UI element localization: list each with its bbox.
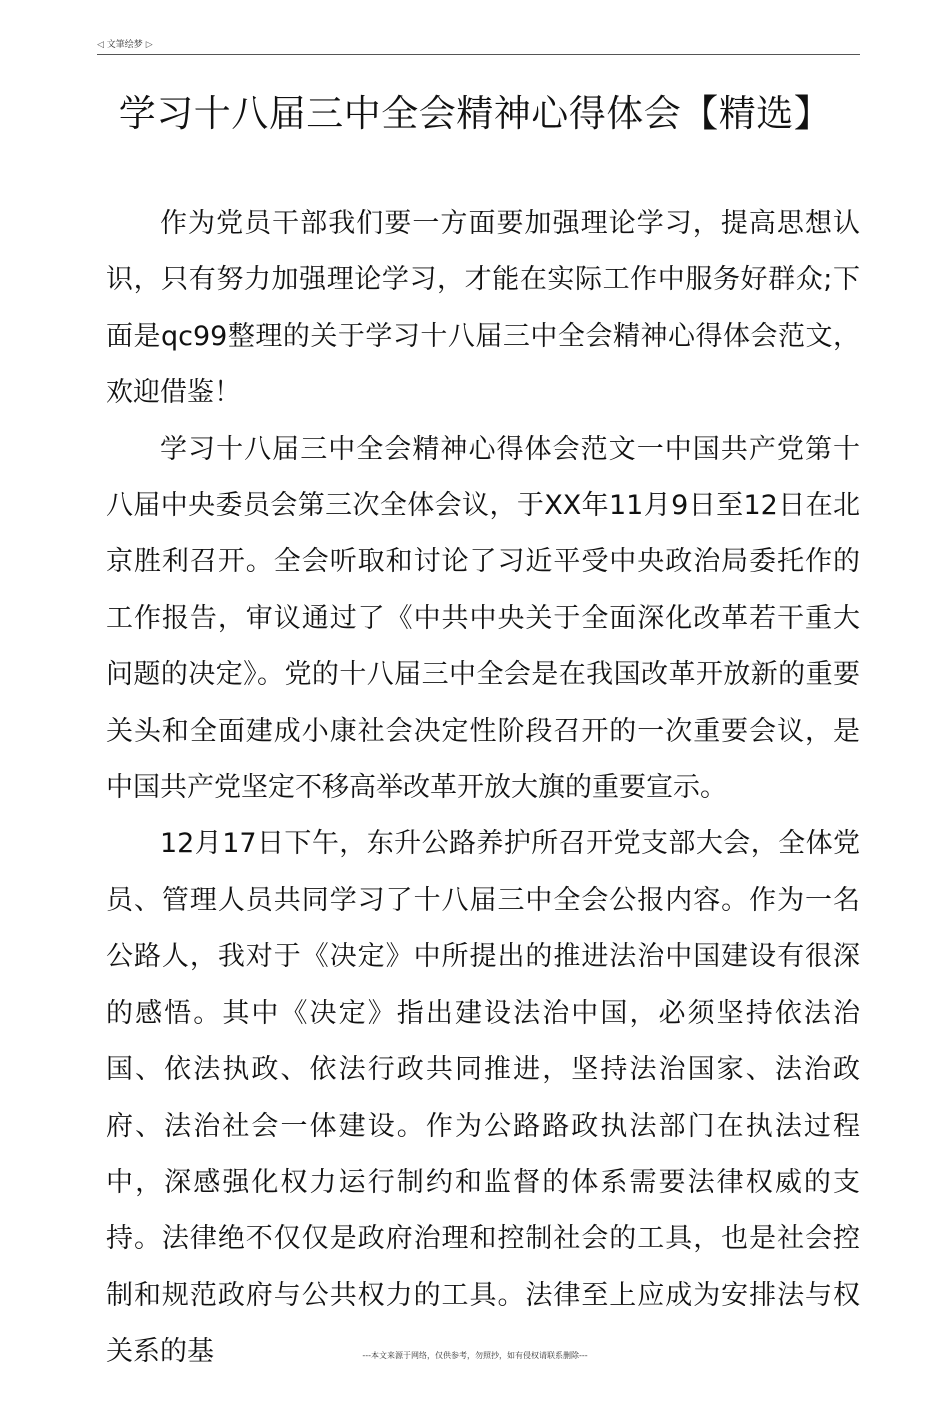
document-title: 学习十八届三中全会精神心得体会【精选】 [118, 92, 832, 135]
page-header [97, 38, 860, 55]
header-label: 文筆绘梦 [106, 40, 143, 50]
paragraph-reflection: 12月17日下午，东升公路养护所召开党支部大会，全体党员、管理人员共同学习了十八届三中全会公报内容。作为一名公路人，我对于《决定》中所提出的推进法治中国建设有很深的感悟。其中《决定》指出建设法治中国，必须坚持依法治国、依法执政、依法行政共同推进，坚持法治国家、法治政府、法治社会一体建设。作为公路路政执法部门在执法过程中，深感强化权力运行制约和监督的体系需要法律权威的支持。法律绝不仅仅是政府治理和控制社会的工具，也是社会控制和规范政府与公共权力的工具。法律至上应成为安排法与权关系的基 [106, 828, 860, 1368]
right-arrow-icon: ▷ [145, 40, 153, 50]
left-arrow-icon: ◁ [97, 40, 104, 50]
paragraph-background: 学习十八届三中全会精神心得体会范文一中国共产党第十八届中央委员会第三次全体会议，于XX年11月9日至12日在北京胜利召开。全会听取和讨论了习近平受中央政治局委托作的工作报告，审议通过了《中共中央关于全面深化改革若干重大问题的决定》。党的十八届三中全会是在我国改革开放新的重要关头和全面建成小康社会决定性阶段召开的一次重要会议，是中国共产党坚定不移高举改革开放大旗的重要宣示。 [106, 433, 860, 804]
paragraph-intro: 作为党员干部我们要一方面要加强理论学习，提高思想认识，只有努力加强理论学习，才能在实际工作中服务好群众;下面是qc99整理的关于学习十八届三中全会精神心得体会范文，欢迎借鉴！ [106, 208, 860, 409]
page-footer: ---本文来源于网络，仅供参考，勿照抄，如有侵权请联系删除--- [362, 1351, 588, 1360]
document-body [106, 196, 860, 1381]
